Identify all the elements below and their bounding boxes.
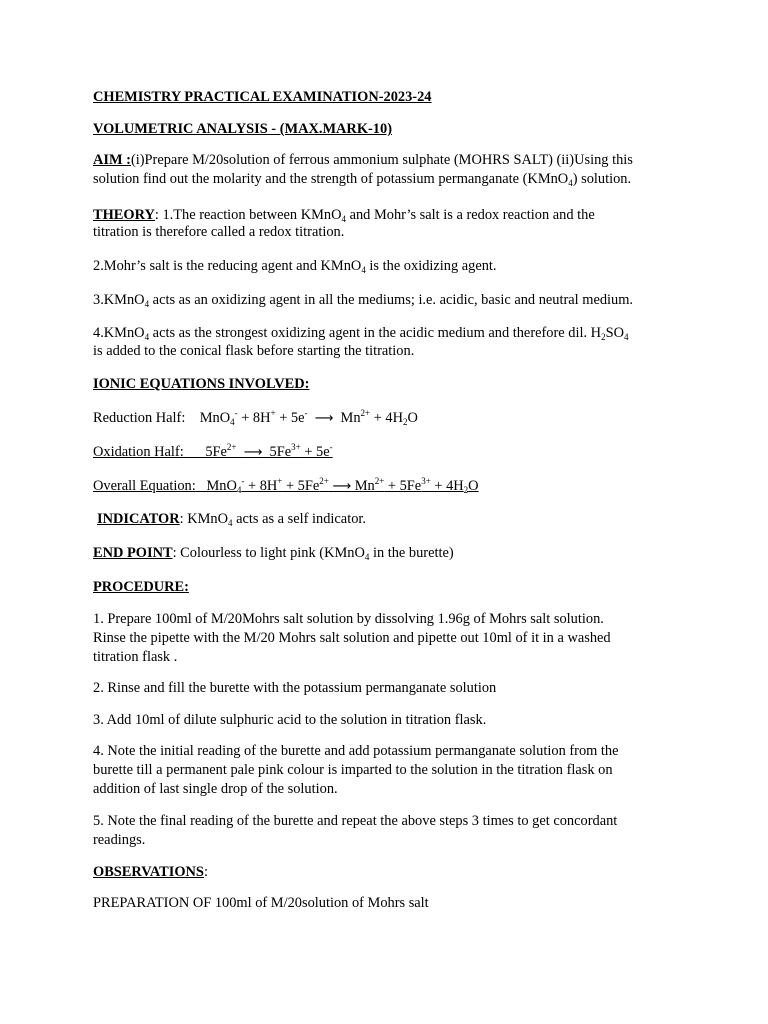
- end-point-label: END POINT: [93, 545, 173, 561]
- theory-point-3: 3.KMnO$_4$ acts as an oxidizing agent in all the mediums; i.e. acidic, basic and neutral medium.: [93, 292, 634, 309]
- theory-line-1: THEORY: 1.The reaction between KMnO$_4$ and Mohr’s salt is a redox reaction and the: [93, 207, 595, 224]
- indicator-label: INDICATOR: [97, 511, 180, 527]
- procedure-step-1-line-3: titration flask .: [93, 649, 178, 665]
- procedure-step-1-line-1: 1. Prepare 100ml of M/20Mohrs salt solution by dissolving 1.96g of Mohrs salt solution.: [93, 611, 604, 627]
- oxidation-half-equation: Oxidation Half: $5Fe^{2+}$ ⟶ $5Fe^{3+} + 5e^-$: [93, 442, 333, 460]
- end-point-line: END POINT: Colourless to light pink (KMnO$_4$ in the burette): [93, 545, 454, 562]
- theory-line-2: titration is therefore called a redox titration.: [93, 224, 345, 240]
- theory-point-4-line-2: is added to the conical flask before starting the titration.: [93, 343, 415, 359]
- procedure-step-5-line-1: 5. Note the final reading of the burette and repeat the above steps 3 times to get concordant: [93, 813, 618, 829]
- reduction-half-label: Reduction Half:: [93, 410, 186, 426]
- reduction-half-equation: Reduction Half: MnO$_4$- + 8H+ + 5e- ⟶ $Mn^{2+} + 4H_2O$: [93, 408, 418, 427]
- observations-preparation-line: PREPARATION OF 100ml of M/20solution of Mohrs salt: [93, 895, 429, 911]
- procedure-step-3: 3. Add 10ml of dilute sulphuric acid to the solution in titration flask.: [93, 712, 487, 728]
- procedure-step-5-line-2: readings.: [93, 832, 146, 848]
- observations-heading-line: OBSERVATIONS:: [93, 864, 208, 880]
- procedure-step-2: 2. Rinse and fill the burette with the potassium permanganate solution: [93, 680, 497, 696]
- indicator-line: INDICATOR: KMnO$_4$ acts as a self indicator.: [97, 511, 366, 528]
- overall-equation: Overall Equation: $MnO_4^- + 8H^+ + 5Fe^{2+}$ ⟶ $Mn^{2+} + 5Fe^{3+} + 4H_2O$: [93, 476, 479, 495]
- aim-line-2: solution find out the molarity and the strength of potassium permanganate (KMnO$_4$) solution.: [93, 171, 632, 188]
- theory-point-4-line-1: 4.KMnO$_4$ acts as the strongest oxidizing agent in the acidic medium and therefore dil. $H_2SO_4$: [93, 325, 629, 342]
- theory-label: THEORY: [93, 207, 155, 223]
- page-subtitle: VOLUMETRIC ANALYSIS - (MAX.MARK-10): [93, 121, 392, 137]
- aim-label: AIM :: [93, 152, 131, 168]
- theory-point-2: 2.Mohr’s salt is the reducing agent and KMnO$_4$ is the oxidizing agent.: [93, 258, 497, 275]
- overall-equation-label: Overall Equation:: [93, 478, 196, 494]
- procedure-heading: PROCEDURE:: [93, 579, 189, 595]
- page-title: CHEMISTRY PRACTICAL EXAMINATION-2023-24: [93, 89, 432, 105]
- procedure-step-1-line-2: Rinse the pipette with the M/20 Mohrs salt solution and pipette out 10ml of it in a washed: [93, 630, 611, 646]
- ionic-heading: IONIC EQUATIONS INVOLVED:: [93, 376, 310, 392]
- observations-heading: OBSERVATIONS: [93, 864, 204, 880]
- aim-line-1: AIM :(i)Prepare M/20solution of ferrous ammonium sulphate (MOHRS SALT) (ii)Using this: [93, 152, 633, 168]
- procedure-step-4-line-2: burette till a permanent pale pink colour is imparted to the solution in the titration flask on: [93, 762, 613, 778]
- procedure-step-4-line-3: addition of last single drop of the solution.: [93, 781, 338, 797]
- oxidation-half-label: Oxidation Half:: [93, 444, 184, 460]
- procedure-step-4-line-1: 4. Note the initial reading of the burette and add potassium permanganate solution from the: [93, 743, 619, 759]
